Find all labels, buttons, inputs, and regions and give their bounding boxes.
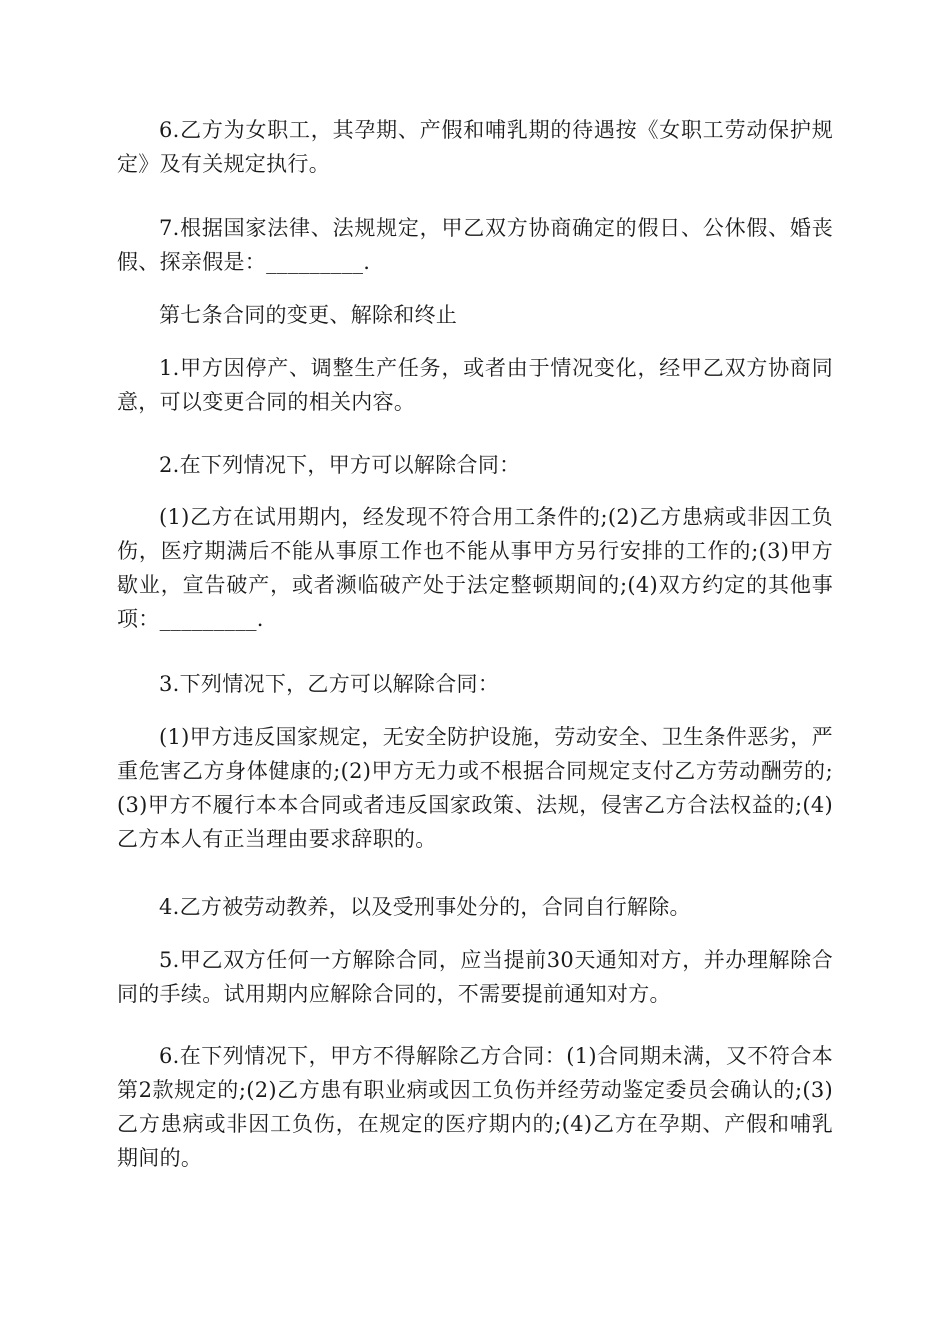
paragraph-automatic-termination: 4.乙方被劳动教养，以及受刑事处分的，合同自行解除。 <box>159 895 691 919</box>
paragraph-employer-termination-cases: (1)乙方在试用期内，经发现不符合用工条件的;(2)乙方患病或非因工负伤，医疗期满后不能从事原工作也不能从事甲方另行安排的工作的;(3)甲方歇业，宣告破产，或者濒临破产处于法定整顿期间的;(4)双方约定的其他事项：_________. <box>117 505 833 631</box>
paragraph-contract-change: 1.甲方因停产、调整生产任务，或者由于情况变化，经甲乙双方协商同意，可以变更合同的相关内容。 <box>117 356 833 414</box>
paragraph-termination-prohibited: 6.在下列情况下，甲方不得解除乙方合同：(1)合同期未满，又不符合本第2款规定的;(2)乙方患有职业病或因工负伤并经劳动鉴定委员会确认的;(3)乙方患病或非因工负伤，在规定的医疗期内的;(4)乙方在孕期、产假和哺乳期间的。 <box>117 1044 833 1170</box>
section-heading-article-7: 第七条合同的变更、解除和终止 <box>159 303 458 327</box>
paragraph-female-worker-benefits: 6.乙方为女职工，其孕期、产假和哺乳期的待遇按《女职工劳动保护规定》及有关规定执行。 <box>117 118 833 176</box>
paragraph-holidays-leave: 7.根据国家法律、法规规定，甲乙双方协商确定的假日、公休假、婚丧假、探亲假是：_________. <box>117 216 833 274</box>
paragraph-notice-period: 5.甲乙双方任何一方解除合同，应当提前30天通知对方，并办理解除合同的手续。试用期内应解除合同的，不需要提前通知对方。 <box>117 948 833 1006</box>
paragraph-employee-termination-cases: (1)甲方违反国家规定，无安全防护设施，劳动安全、卫生条件恶劣，严重危害乙方身体健康的;(2)甲方无力或不根据合同规定支付乙方劳动酬劳的;(3)甲方不履行本本合同或者违反国家政策、法规，侵害乙方合法权益的;(4)乙方本人有正当理由要求辞职的。 <box>117 725 833 851</box>
paragraph-employee-termination-intro: 3.下列情况下，乙方可以解除合同： <box>159 672 500 696</box>
paragraph-employer-termination-intro: 2.在下列情况下，甲方可以解除合同： <box>159 453 521 477</box>
